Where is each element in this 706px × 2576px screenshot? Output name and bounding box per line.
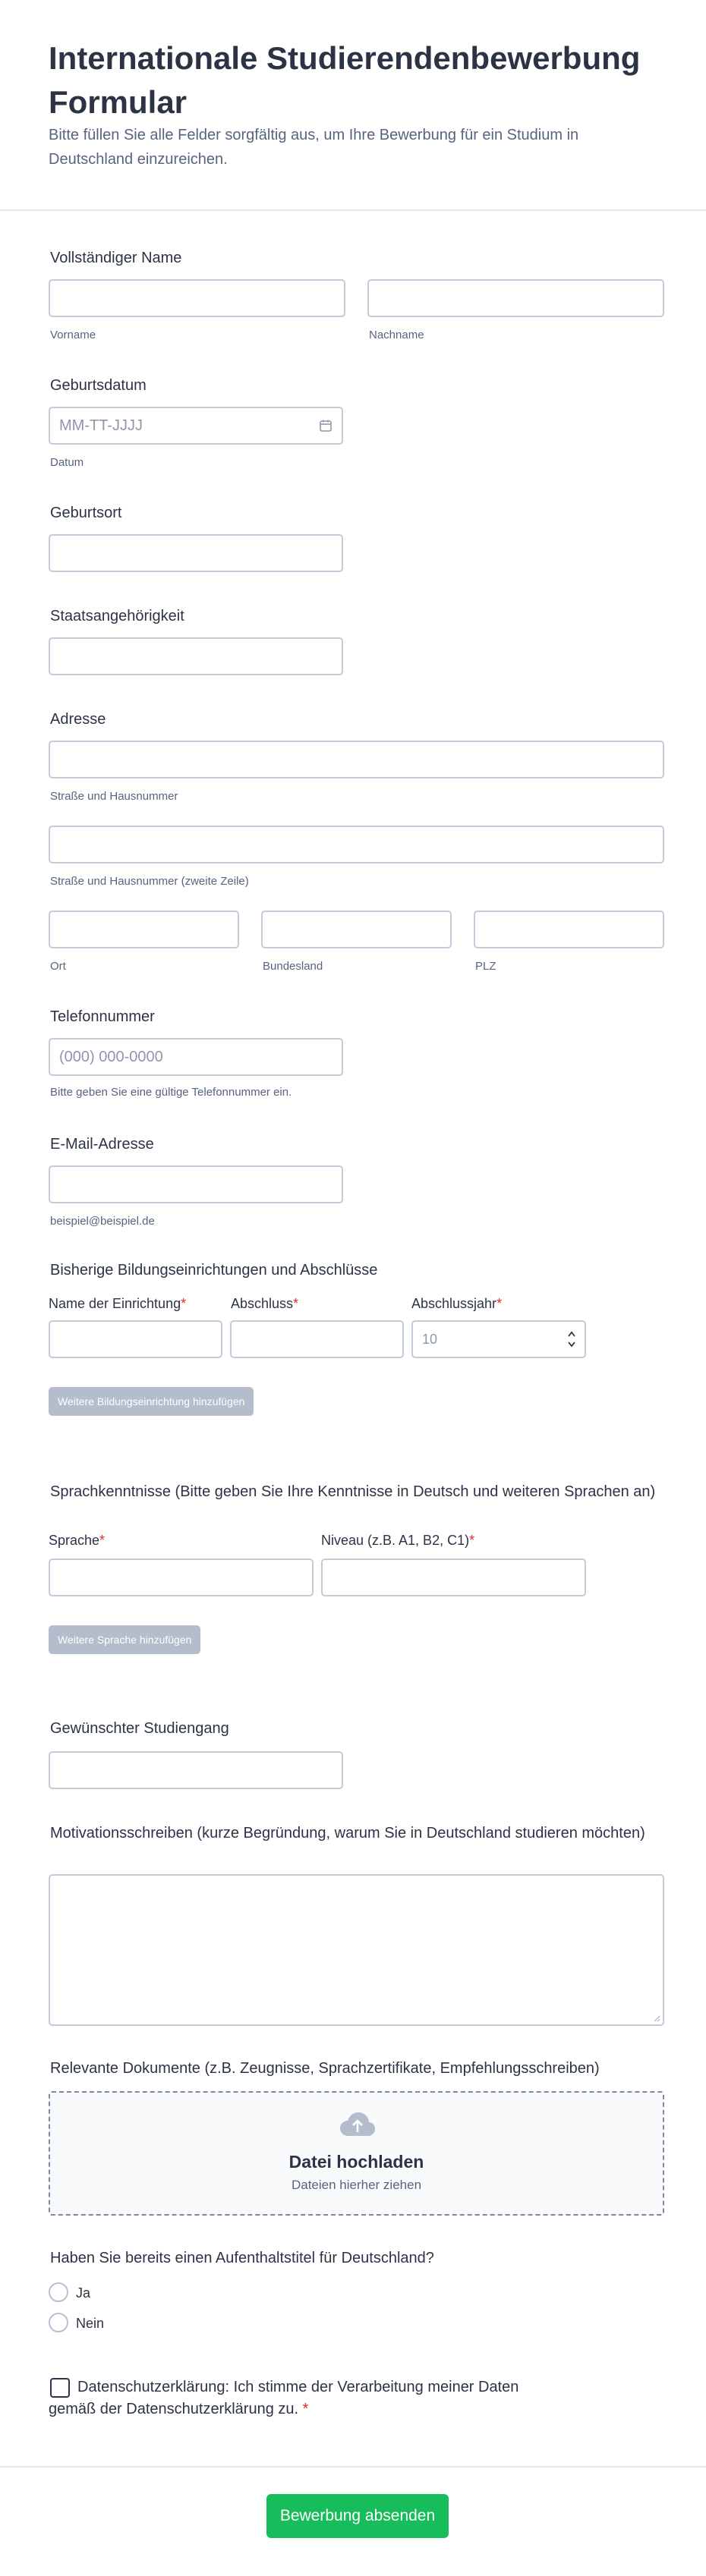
add-education-button[interactable]: Weitere Bildungseinrichtung hinzufügen: [49, 1387, 254, 1416]
file-upload-dropzone[interactable]: [49, 2091, 664, 2216]
footer-divider: [0, 2466, 706, 2467]
language-input[interactable]: [49, 1558, 314, 1596]
education-col-degree: Abschluss*: [231, 1296, 299, 1311]
residence-radio-yes[interactable]: [49, 2282, 68, 2302]
cloud-upload-icon: [339, 2111, 377, 2138]
street-input[interactable]: [49, 741, 664, 778]
zip-input[interactable]: [474, 911, 664, 948]
state-input[interactable]: [261, 911, 452, 948]
first-name-input[interactable]: [49, 279, 345, 317]
name-label: Vollständiger Name: [50, 250, 182, 266]
education-col-institution: Name der Einrichtung*: [49, 1296, 187, 1311]
residence-option-yes: Ja: [76, 2285, 91, 2301]
motivation-textarea[interactable]: [49, 1874, 664, 2026]
resize-handle-icon[interactable]: [653, 2015, 660, 2022]
city-hint: Ort: [50, 960, 66, 973]
phone-placeholder: (000) 000-0000: [59, 1049, 163, 1065]
birthdate-placeholder: MM-TT-JJJJ: [59, 417, 143, 434]
language-level-input[interactable]: [321, 1558, 586, 1596]
languages-col-level: Niveau (z.B. A1, B2, C1)*: [321, 1533, 475, 1548]
motivation-label: Motivationsschreiben (kurze Begründung, warum Sie in Deutschland studieren möchten): [50, 1825, 645, 1842]
street2-input[interactable]: [49, 826, 664, 863]
submit-button[interactable]: Bewerbung absenden: [266, 2494, 449, 2538]
education-label: Bisherige Bildungseinrichtungen und Abschlüsse: [50, 1262, 378, 1279]
education-institution-input[interactable]: [49, 1320, 222, 1358]
residence-label: Haben Sie bereits einen Aufenthaltstitel für Deutschland?: [50, 2250, 434, 2266]
birthdate-input[interactable]: [49, 407, 343, 445]
stepper-arrows-icon[interactable]: [566, 1329, 577, 1349]
documents-label: Relevante Dokumente (z.B. Zeugnisse, Sprachzertifikate, Empfehlungsschreiben): [50, 2060, 600, 2077]
program-label: Gewünschter Studiengang: [50, 1720, 229, 1737]
birthplace-input[interactable]: [49, 534, 343, 572]
header-divider: [0, 209, 706, 211]
upload-title: Datei hochladen: [288, 2152, 424, 2172]
education-col-year: Abschlussjahr*: [411, 1296, 503, 1311]
page-subtitle: Bitte füllen Sie alle Felder sorgfältig aus, um Ihre Bewerbung für ein Studium in Deutschland einzureichen.: [49, 127, 579, 168]
nationality-input[interactable]: [49, 637, 343, 675]
languages-col-language: Sprache*: [49, 1533, 106, 1548]
add-language-button[interactable]: Weitere Sprache hinzufügen: [49, 1625, 200, 1654]
calendar-icon[interactable]: [319, 419, 333, 432]
residence-radio-no[interactable]: [49, 2313, 68, 2332]
education-year-placeholder: 10: [422, 1332, 438, 1347]
nationality-label: Staatsangehörigkeit: [50, 608, 184, 624]
phone-label: Telefonnummer: [50, 1008, 155, 1025]
education-year-stepper[interactable]: [411, 1320, 586, 1358]
birthdate-hint: Datum: [50, 456, 84, 469]
street2-hint: Straße und Hausnummer (zweite Zeile): [50, 875, 249, 888]
languages-label: Sprachkenntnisse (Bitte geben Sie Ihre Kenntnisse in Deutsch und weiteren Sprachen an): [50, 1483, 656, 1500]
last-name-input[interactable]: [367, 279, 664, 317]
city-input[interactable]: [49, 911, 239, 948]
birthplace-label: Geburtsort: [50, 505, 122, 521]
email-input[interactable]: [49, 1165, 343, 1203]
phone-hint: Bitte geben Sie eine gültige Telefonnummer ein.: [50, 1086, 292, 1099]
education-degree-input[interactable]: [230, 1320, 404, 1358]
program-input[interactable]: [49, 1751, 343, 1789]
privacy-label: Datenschutzerklärung: Ich stimme der Verarbeitung meiner Daten gemäß der Datenschutzerklärung zu. *: [49, 2379, 519, 2417]
last-name-hint: Nachname: [369, 329, 424, 341]
page-title: Internationale Studierendenbewerbung Formular: [49, 40, 641, 120]
street-hint: Straße und Hausnummer: [50, 790, 178, 803]
state-hint: Bundesland: [263, 960, 323, 973]
zip-hint: PLZ: [475, 960, 496, 973]
upload-subtitle: Dateien hierher ziehen: [291, 2178, 422, 2192]
residence-option-no: Nein: [76, 2316, 105, 2331]
address-label: Adresse: [50, 711, 106, 728]
first-name-hint: Vorname: [50, 329, 96, 341]
phone-input[interactable]: [49, 1038, 343, 1076]
email-label: E-Mail-Adresse: [50, 1136, 154, 1153]
birthdate-label: Geburtsdatum: [50, 377, 147, 394]
email-hint: beispiel@beispiel.de: [50, 1215, 155, 1228]
